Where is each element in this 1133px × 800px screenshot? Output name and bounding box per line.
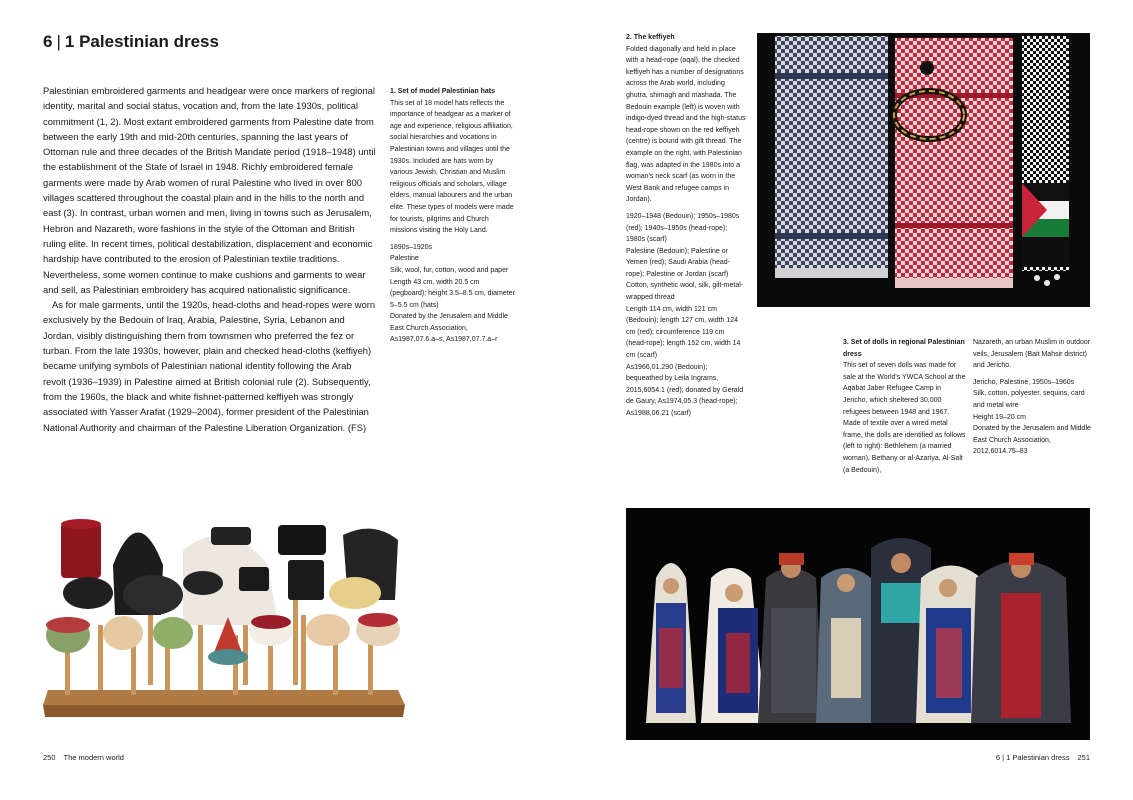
right-page-number: 251: [1077, 753, 1090, 762]
caption-3-body-a: This set of seven dolls was made for sale at the World's YWCA School at the Aqabat Jaber Refugee Camp in Jericho, which sheltered 30,000 refugees between 1948 and 1967. Made of textile over a wired metal frame, the dolls are identified as follows (left to right): Bethlehem (a married woman), Bethany or al-Azariya, Al-Salt (a Bedouin),: [843, 362, 966, 474]
caption-3-heading: 3. Set of dolls in regional Palestinian dress: [843, 339, 965, 358]
caption-1: [390, 86, 515, 346]
caption-2: [626, 32, 746, 420]
right-folio: [996, 753, 1090, 762]
left-running-head: The modern world: [63, 753, 124, 762]
page-title: [43, 32, 219, 52]
left-folio: [43, 753, 124, 762]
section-number: 1: [64, 32, 75, 51]
caption-1-heading: 1. Set of model Palestinian hats: [390, 88, 496, 95]
model-hats-photo: [43, 505, 413, 720]
chapter-number: 6: [43, 32, 53, 51]
caption-3: [843, 337, 966, 476]
right-running-head: 6 | 1 Palestinian dress: [995, 753, 1070, 762]
left-page-number: 250: [43, 753, 56, 762]
caption-2-body: Folded diagonally and held in place with a head-rope (aqal), the checked keffiyeh has a number of designations across the Arab world, including ghutra, shimagh and mashada. The Bedouin example (left) is woven with indigo-dyed thread and the high-status head-rope shown on the red keffiyeh (centre) is bound with gilt thread. The example on the right, with Palestinian flag, was adapted in the 1980s into a woman's neck scarf (as worn in the West Bank and refugee camps in Jordan).: [626, 45, 746, 204]
keffiyeh-photo: [757, 33, 1090, 307]
caption-3-details: Jericho, Palestine, 1950s–1960s Silk, cotton, polyester, sequins, card and metal wire Height 19–20 cm Donated by the Jerusalem and Middle East Church Association, 2012,6014.75–83: [973, 378, 1091, 456]
caption-2-details: 1920–1948 (Bedouin); 1950s–1980s (red); 1940s–1950s (head-rope); 1980s (scarf) Palestine (Bedouin); Palestine or Yemen (red); Saudi Arabia (head-rope); Palestine or Jordan (scarf) Cotton, synthetic wool, silk, gilt-metal-wrapped thread Length 114 cm, width 121 cm (Bedouin); length 127 cm, width 124 cm (red); circumference 119 cm (head-rope); length 152 cm, width 14 cm (scarf) As1966,01.290 (Bedouin); bequeathed by Leila Ingrams, 2015,6054.1 (red); donated by Gerald de Gaury, As1974,05.3 (head-rope); As1988,06.21 (scarf): [626, 212, 744, 417]
body-paragraph-1: Palestinian embroidered garments and headgear were once markers of regional identity, marital and social status, vocation and, from the late 1930s, political commitment (1, 2). Most extant embroidered garments from Palestine date from between the early 19th and mid-20th centuries, spanning the last years of Ottoman rule and three decades of the British Mandate period (1918–1948) until the establishment of the State of Israel in 1948. Richly embroidered female garments were made by Arab women of rural Palestine who lived in over 800 villages scattered throughout the coastal plain and in the hills to the north and east (3). In contrast, urban women and men, living in towns such as Jerusalem, Hebron and Nazareth, wore fashions in the style of the Ottoman and British ruling elite. In recent times, political destabilization, displacement and economic hardship have contributed to the erosion of Palestinian textile traditions. Nevertheless, some women continue to make cushions and garments to wear and sell, as Palestinian embroidery has acquired nationalistic significance.: [43, 85, 376, 295]
section-title: Palestinian dress: [79, 32, 219, 51]
caption-1-date: 1890s–1920s: [390, 243, 433, 251]
caption-1-details: Silk, wool, fur, cotton, wood and paper Length 43 cm, width 20.5 cm (pegboard); height 3.5–8.5 cm, diameter 5–5.5 cm (hats) Donated by the Jerusalem and Middle East Church Association, As1987,07.6.a–s, As1987,07.7.a–r: [390, 266, 515, 344]
caption-2-heading: 2. The keffiyeh: [626, 34, 675, 41]
caption-3-body-b: Nazareth, an urban Muslim in outdoor veils, Jerusalem (Bait Mahsir district) and Jericho.: [973, 339, 1091, 370]
caption-3-continued: [973, 337, 1091, 458]
caption-1-place: Palestine: [390, 255, 419, 263]
caption-1-body: This set of 18 model hats reflects the importance of headgear as a marker of age and experience, religious affiliation, social hierarchies and vocations in Palestinian towns and villages until the 1930s. Included are hats worn by various Jewish, Christian and Muslim religious officials and scholars, village elders, manual labourers and the urban elite. These types of models were made for tourists, pilgrims and Church missions visiting the Holy Land.: [390, 99, 514, 235]
dolls-photo: [626, 508, 1090, 740]
body-paragraph-2: As for male garments, until the 1920s, head-cloths and head-ropes were worn exclusively by the Bedouin of Iraq, Arabia, Palestine, Syria, Lebanon and Jordan, visibly distinguishing them from townsmen who preferred the fez or turban. From the late 1930s, however, plain and checked head-cloths (keffiyeh) became unifying symbols of Palestinian national identity following the Arab revolt (1936–1939) in Palestine aimed at British colonial rule (2). Subsequently, from the 1960s, the black and white fishnet-patterned keffiyeh was strongly associated with Yasser Arafat (1929–2004), former president of the Palestinian National Authority and chairman of the Palestine Liberation Organization. (FS): [43, 299, 376, 433]
title-divider: |: [56, 32, 61, 51]
main-body-text: [43, 83, 376, 435]
